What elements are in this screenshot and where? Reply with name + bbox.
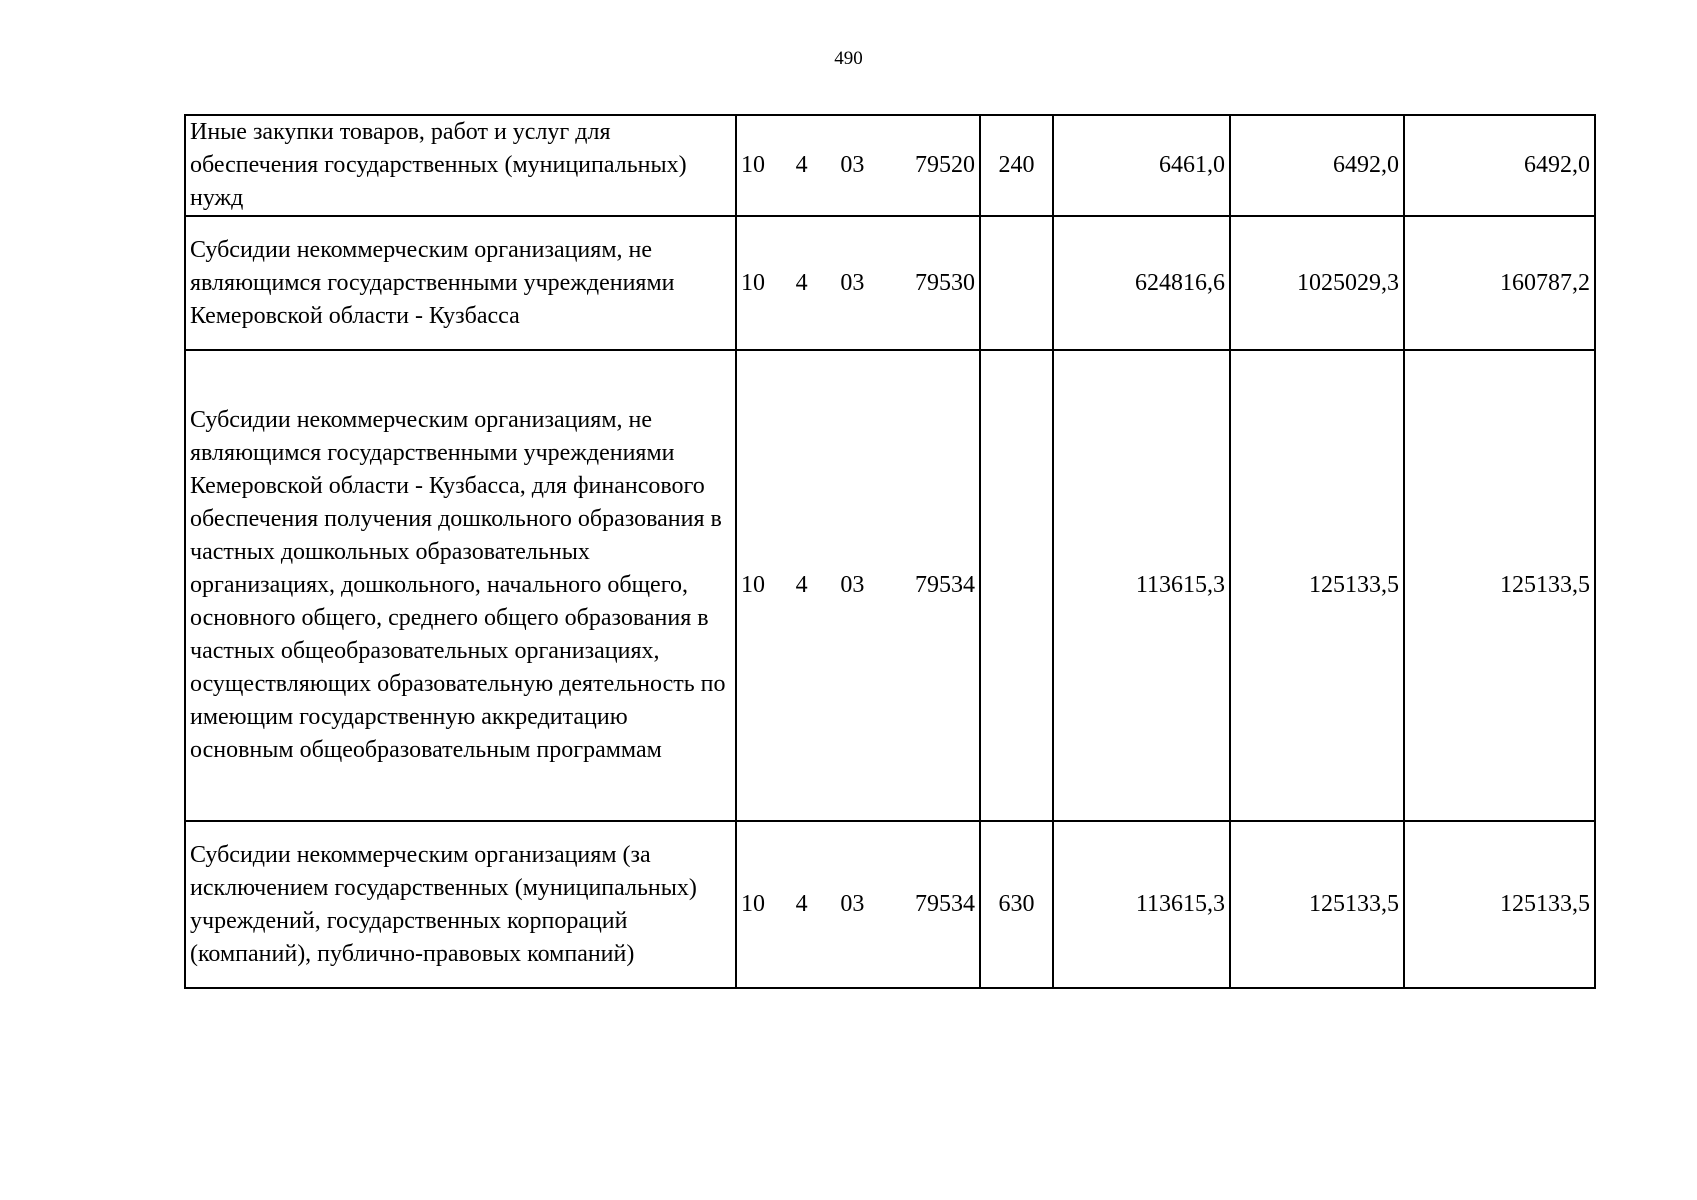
row-description: Субсидии некоммерческим организациям, не являющимся государственными учреждениями Кемеровской области - Кузбасса <box>185 216 736 350</box>
amount-2: 125133,5 <box>1230 821 1404 988</box>
table-row <box>185 350 1595 821</box>
expense-type <box>980 350 1053 821</box>
expense-type: 630 <box>980 821 1053 988</box>
table-row <box>185 821 1595 988</box>
amount-1: 6461,0 <box>1053 115 1230 216</box>
subprogram-code: 4 <box>795 269 808 296</box>
row-codes <box>736 821 980 988</box>
subprogram-code: 4 <box>795 572 808 598</box>
table-row <box>185 216 1595 350</box>
program-code: 03 <box>840 152 865 178</box>
direction-code: 79530 <box>914 269 975 296</box>
amount-2: 6492,0 <box>1230 115 1404 216</box>
page-number: 490 <box>834 48 863 69</box>
amount-1: 113615,3 <box>1053 821 1230 988</box>
chapter-code: 10 <box>741 572 765 598</box>
program-code: 03 <box>840 572 865 598</box>
chapter-code: 10 <box>741 269 765 296</box>
budget-table <box>184 114 1596 989</box>
amount-2: 125133,5 <box>1230 350 1404 821</box>
row-codes <box>736 350 980 821</box>
row-codes <box>736 115 980 216</box>
amount-1: 624816,6 <box>1053 216 1230 350</box>
row-description: Иные закупки товаров, работ и услуг для обеспечения государственных (муниципальных) нужд <box>185 115 736 216</box>
table-row <box>185 115 1595 216</box>
chapter-code: 10 <box>741 152 765 178</box>
row-description: Субсидии некоммерческим организациям, не являющимся государственными учреждениями Кемеровской области - Кузбасса, для финансового обеспечения получения дошкольного образования в частных дошкольных образовательных организациях, дошкольного, начального общего, основного общего, среднего общего образования в частных общеобразовательных организациях, осуществляющих образовательную деятельность по имеющим государственную аккредитацию основным общеобразовательным программам <box>185 350 736 821</box>
direction-code: 79520 <box>914 152 975 178</box>
program-code: 03 <box>840 891 865 917</box>
chapter-code: 10 <box>741 891 765 917</box>
subprogram-code: 4 <box>795 891 808 917</box>
subprogram-code: 4 <box>795 152 808 178</box>
expense-type <box>980 216 1053 350</box>
amount-3: 160787,2 <box>1404 216 1595 350</box>
direction-code: 79534 <box>914 891 975 917</box>
row-codes <box>736 216 980 350</box>
amount-3: 6492,0 <box>1404 115 1595 216</box>
expense-type: 240 <box>980 115 1053 216</box>
amount-3: 125133,5 <box>1404 821 1595 988</box>
program-code: 03 <box>840 269 865 296</box>
amount-1: 113615,3 <box>1053 350 1230 821</box>
amount-2: 1025029,3 <box>1230 216 1404 350</box>
direction-code: 79534 <box>914 572 975 598</box>
amount-3: 125133,5 <box>1404 350 1595 821</box>
row-description: Субсидии некоммерческим организациям (за исключением государственных (муниципальных) учреждений, государственных корпораций (компаний), публично-правовых компаний) <box>185 821 736 988</box>
